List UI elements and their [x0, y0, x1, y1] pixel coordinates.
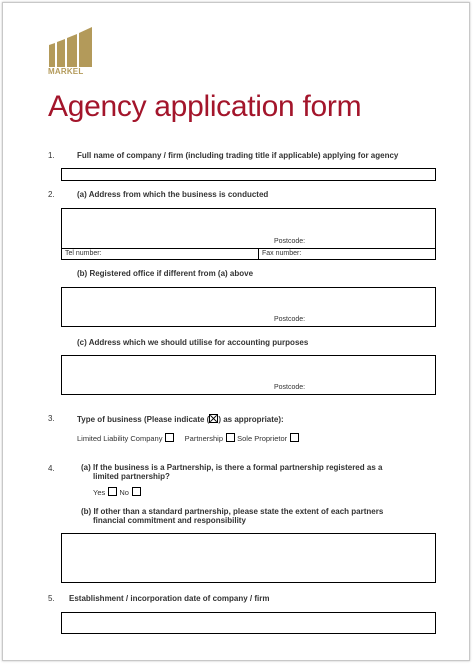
- yes-label: Yes: [93, 488, 106, 497]
- establishment-date-field[interactable]: [61, 612, 436, 634]
- form-page: [2, 2, 470, 661]
- option-limited-liability-label: Limited Liability Company: [77, 434, 163, 443]
- divider: [62, 248, 435, 249]
- partner-commitment-field[interactable]: [61, 533, 436, 583]
- tel-number-label: Tel number:: [65, 250, 102, 257]
- postcode-label: Postcode:: [274, 384, 306, 391]
- accounting-address-field[interactable]: [61, 355, 436, 395]
- q1-label: Full name of company / firm (including trading title if applicable) applying for agency: [77, 151, 399, 160]
- q4b-label-line1: (b) If other than a standard partnership, please state the extent of each partners: [81, 507, 384, 516]
- option-sole-proprietor-label: Sole Proprietor: [237, 434, 288, 443]
- q3-number: 3.: [48, 414, 55, 423]
- option-partnership-label: Partnership: [184, 434, 224, 443]
- checked-box-icon: [209, 414, 218, 423]
- no-label: No: [119, 488, 129, 497]
- company-name-field[interactable]: [61, 168, 436, 181]
- sole-proprietor-checkbox[interactable]: [290, 433, 299, 442]
- q2a-label: (a) Address from which the business is conducted: [77, 190, 269, 199]
- fax-number-label: Fax number:: [262, 250, 302, 257]
- q4a-label-line1: (a) If the business is a Partnership, is there a formal partnership registered as a: [81, 463, 383, 472]
- partnership-checkbox[interactable]: [226, 433, 235, 442]
- q3-label-pre: Type of business (Please indicate (: [77, 415, 210, 424]
- postcode-label: Postcode:: [274, 316, 306, 323]
- q2-number: 2.: [48, 190, 55, 199]
- yes-no-options: [93, 487, 141, 497]
- postcode-label: Postcode:: [274, 238, 306, 245]
- q2b-label: (b) Registered office if different from (a) above: [77, 269, 254, 278]
- q5-number: 5.: [48, 594, 55, 603]
- brand-name: MARKEL: [48, 67, 84, 76]
- q4-number: 4.: [48, 464, 55, 473]
- q3-label-post: ) as appropriate):: [218, 415, 284, 424]
- q4a-label-line2: limited partnership?: [93, 472, 170, 481]
- q3-label: [77, 414, 284, 424]
- yes-checkbox[interactable]: [108, 487, 117, 496]
- no-checkbox[interactable]: [132, 487, 141, 496]
- q4b-label-line2: financial commitment and responsibility: [93, 516, 246, 525]
- business-type-options: [77, 433, 299, 443]
- q5-label: Establishment / incorporation date of company / firm: [69, 594, 270, 603]
- registered-office-field[interactable]: [61, 287, 436, 327]
- limited-liability-checkbox[interactable]: [165, 433, 174, 442]
- q2c-label: (c) Address which we should utilise for accounting purposes: [77, 338, 309, 347]
- q1-number: 1.: [48, 151, 55, 160]
- page-title: Agency application form: [48, 90, 362, 123]
- business-address-field[interactable]: [61, 208, 436, 260]
- divider: [258, 248, 259, 260]
